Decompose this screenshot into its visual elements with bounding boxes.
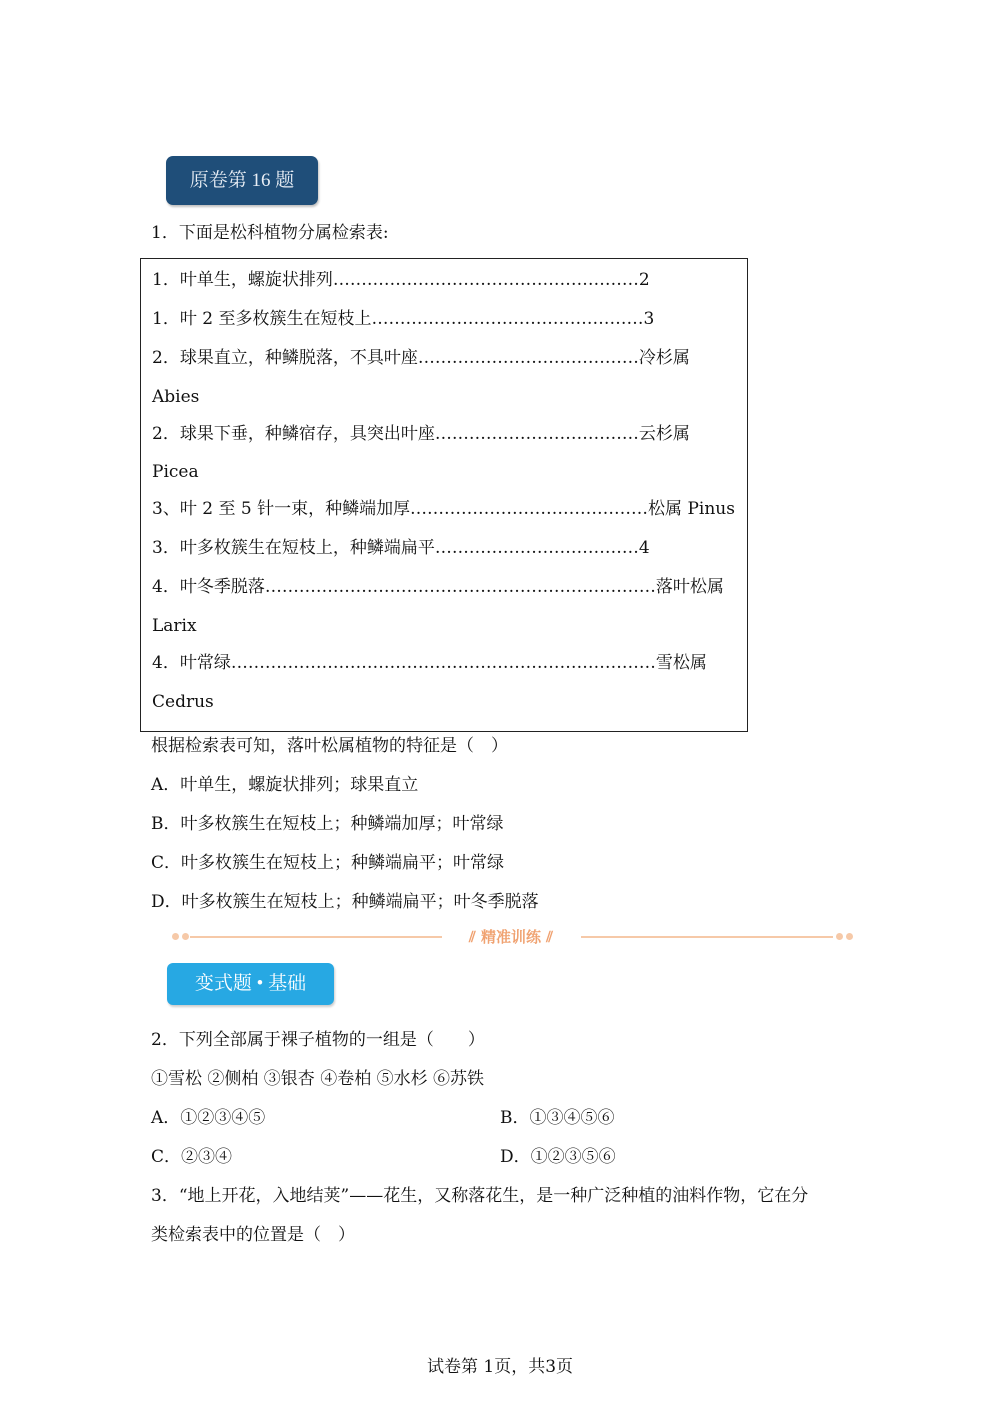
divider-line-right [581,936,833,938]
key-line: 2．球果直立，种鳞脱落，不具叶座…………………………………冷杉属 [152,348,690,368]
q3-stem-line2: 类检索表中的位置是（ ） [151,1225,355,1245]
key-line: Cedrus [152,692,214,712]
q2-option-d[interactable]: D．①②③⑤⑥ [500,1147,616,1167]
section-divider [170,926,856,948]
q2-option-b[interactable]: B．①③④⑤⑥ [500,1108,615,1128]
key-line: 1．叶 2 至多枚簇生在短枝上…………………………………………3 [152,309,655,329]
divider-dot [846,933,853,940]
divider-label: ⫽ 精准训练 ⫽ [469,928,553,946]
key-line: Picea [152,462,199,482]
key-line: 2．球果下垂，种鳞宿存，具突出叶座………………………………云杉属 [152,424,690,444]
divider-dot [836,933,843,940]
key-line: 1．叶单生，螺旋状排列………………………………………………2 [152,270,650,290]
key-line: 3、叶 2 至 5 针一束，种鳞端加厚……………………………………松属 Pinus [152,499,735,519]
q3-stem-line1: 3．“地上开花，入地结荚”——花生，又称落花生，是一种广泛种植的油料作物，它在分 [151,1186,809,1206]
key-table-box [140,258,748,732]
slash-icon: ⫽ [469,928,476,946]
slash-icon: ⫽ [546,928,553,946]
key-line: 4．叶常绿…………………………………………………………………雪松属 [152,653,707,673]
page-footer: 试卷第 1页，共3页 [426,1357,574,1377]
q1-option-d[interactable]: D．叶多枚簇生在短枝上；种鳞端扁平；叶冬季脱落 [151,892,539,912]
variant-basic-badge: 变式题 • 基础 [167,963,334,1005]
q1-question: 根据检索表可知，落叶松属植物的特征是（ ） [151,736,508,756]
q2-items: ①雪松 ②侧柏 ③银杏 ④卷柏 ⑤水杉 ⑥苏铁 [151,1069,485,1089]
divider-dot [182,933,189,940]
divider-dot [172,933,179,940]
divider-line-left [190,936,442,938]
q1-option-b[interactable]: B．叶多枚簇生在短枝上；种鳞端加厚；叶常绿 [151,814,504,834]
q1-option-c[interactable]: C．叶多枚簇生在短枝上；种鳞端扁平；叶常绿 [151,853,505,873]
key-line: Larix [152,616,197,636]
key-line: Abies [152,387,200,407]
key-line: 3．叶多枚簇生在短枝上，种鳞端扁平………………………………4 [152,538,650,558]
q2-stem: 2．下列全部属于裸子植物的一组是（ ） [151,1030,485,1050]
q1-stem: 1．下面是松科植物分属检索表: [151,223,389,243]
q1-option-a[interactable]: A．叶单生，螺旋状排列；球果直立 [151,775,419,795]
original-question-badge: 原卷第 16 题 [166,156,318,205]
q2-option-a[interactable]: A．①②③④⑤ [151,1108,266,1128]
key-line: 4．叶冬季脱落……………………………………………………………落叶松属 [152,577,724,597]
q2-option-c[interactable]: C．②③④ [151,1147,233,1167]
